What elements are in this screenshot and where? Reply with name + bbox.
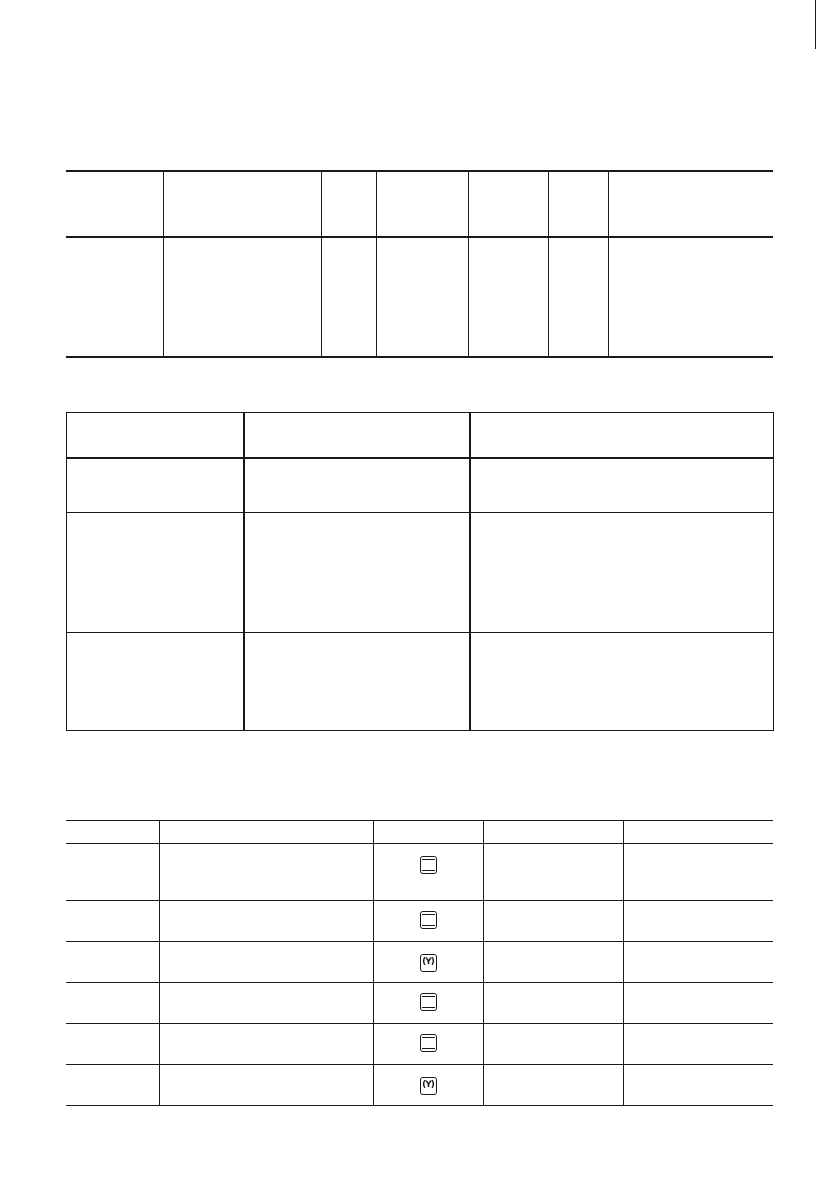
table-3-row [66,1024,773,1065]
oven-fan-icon: (Y) [420,954,437,972]
table-1-header-row [66,171,773,237]
oven-conventional-icon [420,1034,437,1052]
table-3-header-cell [66,821,159,844]
table-1-cell [548,237,608,357]
table-3-cell [66,901,159,942]
table-2 [66,412,774,731]
table-3-row [66,942,773,983]
table-1-header-cell [321,171,376,237]
table-3-row [66,983,773,1024]
table-1-header-cell [163,171,321,237]
table-3-cell [623,901,773,942]
table-3-cell [483,1024,623,1065]
table-2-header-cell [244,413,470,459]
table-3-cell [66,1065,159,1106]
table-1-header-cell [608,171,773,237]
table-1-cell [376,237,468,357]
table-3-icon-cell [373,844,483,901]
table-2-cell [470,633,774,731]
table-3-header-cell [373,821,483,844]
table-3-icon-cell [373,983,483,1024]
table-3-cell [623,983,773,1024]
table-3-icon-cell [373,901,483,942]
table-3-icon-cell [373,1065,483,1106]
table-2-cell [470,513,774,633]
table-2-cell [67,513,244,633]
table-1-header-cell [548,171,608,237]
table-3-cell [483,942,623,983]
table-2-header-row [67,413,774,459]
table-3-cell [159,1024,373,1065]
table-3-cell [623,942,773,983]
table-2-header-cell [470,413,774,459]
table-3-cell [483,983,623,1024]
table-3-header-cell [483,821,623,844]
table-3-cell [66,983,159,1024]
table-3-cell [159,983,373,1024]
table-2-cell [244,458,470,513]
table-3-cell [483,901,623,942]
table-3-cell [159,901,373,942]
table-2-row [67,513,774,633]
table-1 [66,170,773,358]
table-3 [66,820,773,1106]
table-2-cell [67,633,244,731]
table-1-cell [163,237,321,357]
table-3-cell [623,1065,773,1106]
table-3-header-cell [159,821,373,844]
table-1-header-cell [468,171,548,237]
table-2-cell [244,513,470,633]
table-1-row [66,237,773,357]
table-3-icon-cell [373,942,483,983]
table-2-cell [67,458,244,513]
table-3-cell [159,844,373,901]
table-3-cell [159,1065,373,1106]
oven-conventional-icon [420,911,437,929]
oven-conventional-icon [420,856,437,874]
table-2-cell [244,633,470,731]
table-1-cell [321,237,376,357]
table-3-cell [483,844,623,901]
oven-conventional-icon [420,993,437,1011]
table-3-header-row [66,821,773,844]
table-2-row [67,458,774,513]
page-crop-mark [815,0,816,49]
table-3-cell [623,1024,773,1065]
table-3-cell [159,942,373,983]
table-3-cell [483,1065,623,1106]
table-1-cell [468,237,548,357]
table-3-row [66,844,773,901]
table-2-row [67,633,774,731]
table-2-header-cell [67,413,244,459]
table-3-cell [623,844,773,901]
table-1-cell [66,237,163,357]
oven-fan-icon: (Y) [420,1077,437,1095]
table-3-row [66,1065,773,1106]
table-3-cell [66,844,159,901]
table-1-header-cell [376,171,468,237]
table-2-cell [470,458,774,513]
table-1-cell [608,237,773,357]
table-3-row [66,901,773,942]
table-3-header-cell [623,821,773,844]
table-1-header-cell [66,171,163,237]
table-3-icon-cell [373,1024,483,1065]
table-3-cell [66,1024,159,1065]
table-3-cell [66,942,159,983]
